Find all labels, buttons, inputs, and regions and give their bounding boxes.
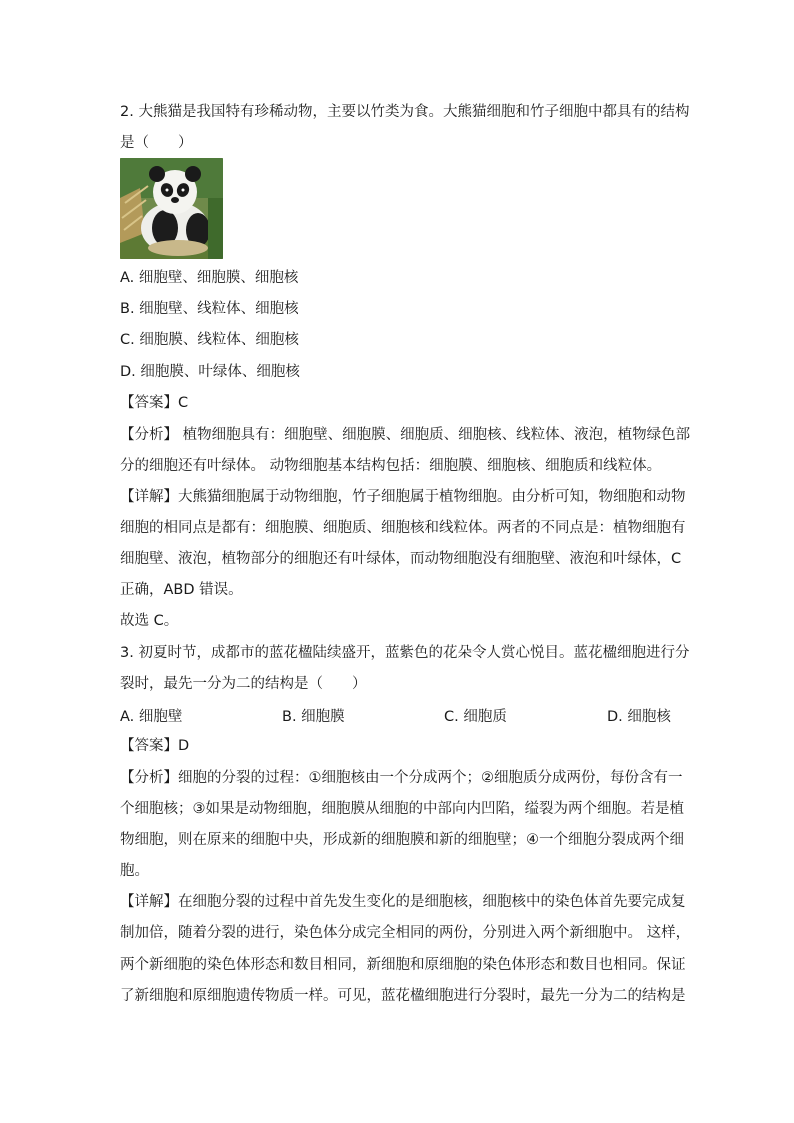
q3-analysis-line3: 物细胞，则在原来的细胞中央，形成新的细胞膜和新的细胞壁；④一个细胞分裂成两个细 — [120, 832, 684, 848]
q2-detail-line1: 【详解】大熊猫细胞属于动物细胞，竹子细胞属于植物细胞。由分析可知，物细胞和动物 — [120, 489, 686, 505]
q2-detail-line3: 细胞壁、液泡，植物部分的细胞还有叶绿体，而动物细胞没有细胞壁、液泡和叶绿体，C — [120, 551, 682, 567]
q3-detail-line4: 了新细胞和原细胞遗传物质一样。可见，蓝花楹细胞进行分裂时，最先一分为二的结构是 — [120, 988, 686, 1004]
q3-analysis-line1: 【分析】细胞的分裂的过程：①细胞核由一个分成两个；②细胞质分成两份，每份含有一 — [120, 770, 683, 786]
q2-analysis-line1: 【分析】 植物细胞具有：细胞壁、细胞膜、细胞质、细胞核、线粒体、液泡，植物绿色部 — [120, 427, 691, 443]
panda-photo — [120, 158, 223, 259]
q3-options-row — [120, 705, 676, 725]
q2-detail-line4: 正确，ABD 错误。 — [120, 582, 243, 598]
q3-option-c: C. 细胞质 — [444, 709, 507, 725]
q3-detail-line3: 两个新细胞的染色体形态和数目相同，新细胞和原细胞的染色体形态和数目也相同。保证 — [120, 957, 686, 973]
q2-option-d: D. 细胞膜、叶绿体、细胞核 — [120, 364, 300, 380]
q3-option-b: B. 细胞膜 — [282, 709, 345, 725]
q2-option-c: C. 细胞膜、线粒体、细胞核 — [120, 332, 299, 348]
q3-option-d: D. 细胞核 — [607, 709, 671, 725]
q3-answer: 【答案】D — [120, 738, 190, 754]
q2-detail-line2: 细胞的相同点是都有：细胞膜、细胞质、细胞核和线粒体。两者的不同点是：植物细胞有 — [120, 520, 686, 536]
q3-stem-line2: 裂时，最先一分为二的结构是（ ） — [120, 676, 367, 692]
q2-stem-line2: 是（ ） — [120, 135, 193, 151]
q3-analysis-line2: 个细胞核；③如果是动物细胞，细胞膜从细胞的中部向内凹陷，缢裂为两个细胞。若是植 — [120, 801, 684, 817]
q3-detail-line1: 【详解】在细胞分裂的过程中首先发生变化的是细胞核，细胞核中的染色体首先要完成复 — [120, 894, 686, 910]
q3-detail-line2: 制加倍，随着分裂的进行，染色体分成完全相同的两份，分别进入两个新细胞中。 这样， — [120, 925, 691, 941]
panda-illustration — [120, 158, 223, 259]
q3-option-a: A. 细胞壁 — [120, 709, 183, 725]
q3-analysis-line4: 胞。 — [120, 863, 149, 879]
q2-stem-line1: 2. 大熊猫是我国特有珍稀动物，主要以竹类为食。大熊猫细胞和竹子细胞中都具有的结构 — [120, 104, 690, 120]
q3-stem-line1: 3. 初夏时节，成都市的蓝花楹陆续盛开，蓝紫色的花朵令人赏心悦目。蓝花楹细胞进行分 — [120, 645, 690, 661]
q2-analysis-line2: 分的细胞还有叶绿体。 动物细胞基本结构包括：细胞膜、细胞核、细胞质和线粒体。 — [120, 458, 662, 474]
q2-option-a: A. 细胞壁、细胞膜、细胞核 — [120, 270, 299, 286]
q2-answer: 【答案】C — [120, 395, 189, 411]
q2-conclusion: 故选 C。 — [120, 613, 179, 629]
q2-option-b: B. 细胞壁、线粒体、细胞核 — [120, 301, 299, 317]
